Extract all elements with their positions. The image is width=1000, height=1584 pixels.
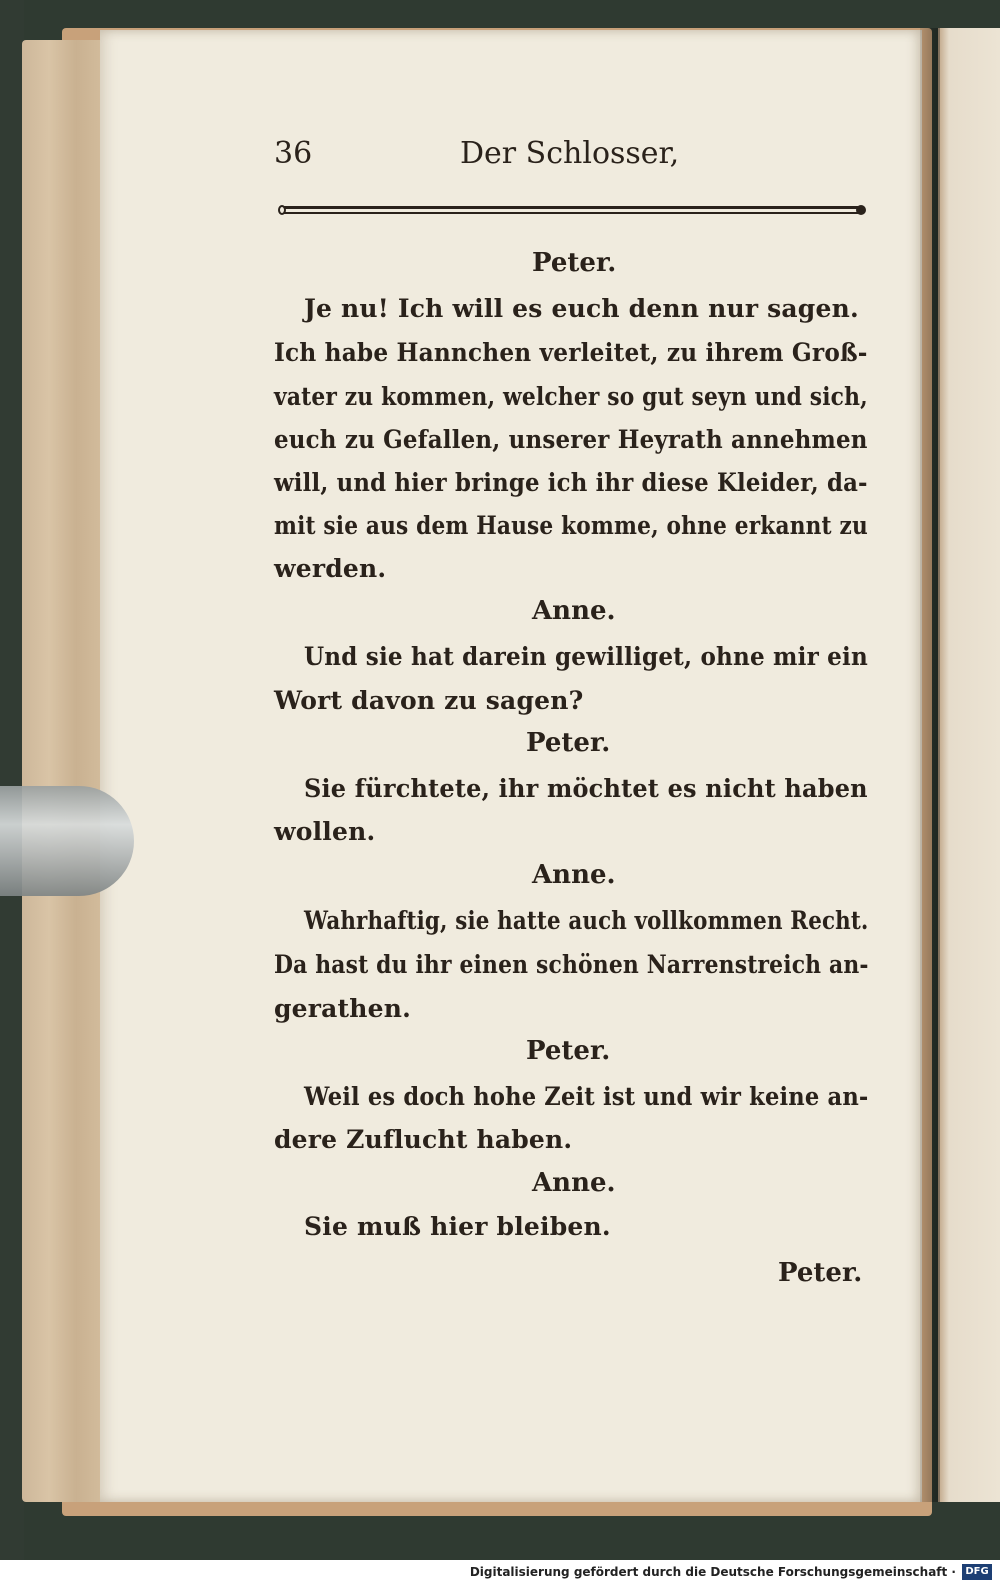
text-line: vater zu kommen, welcher so gut seyn und sich, (274, 382, 868, 411)
funding-credit: Digitalisierung gefördert durch die Deutsche Forschungsgemeinschaft · (469, 1565, 956, 1579)
text-line: mit sie aus dem Hause komme, ohne erkannt zu (274, 511, 868, 540)
page-number: 36 (274, 136, 313, 171)
text-line: dere Zuflucht haben. (274, 1125, 573, 1154)
text-line: wollen. (274, 817, 376, 846)
text-line: werden. (274, 554, 387, 583)
running-head: Der Schlosser, (460, 136, 680, 171)
catchword: Peter. (778, 1258, 863, 1288)
page-edges (22, 40, 112, 1502)
text-line: Weil es doch hohe Zeit ist und wir keine an- (304, 1082, 869, 1111)
speaker-name: Peter. (532, 248, 617, 278)
text-line: Ich habe Hannchen verleitet, zu ihrem Groß- (274, 338, 868, 367)
text-line: Je nu! Ich will es euch denn nur sagen. (304, 294, 859, 323)
text-line: Da hast du ihr einen schönen Narrenstreich an- (274, 950, 869, 979)
facing-page (938, 28, 1000, 1502)
speaker-name: Anne. (532, 1168, 616, 1198)
text-line: Und sie hat darein gewilliget, ohne mir ein (304, 642, 868, 671)
header-rule (278, 204, 866, 216)
text-line: Sie muß hier bleiben. (304, 1212, 611, 1241)
dark-background (0, 0, 24, 1560)
text-line: euch zu Gefallen, unserer Heyrath annehmen (274, 425, 868, 454)
text-line: Wahrhaftig, sie hatte auch vollkommen Recht. (304, 906, 869, 935)
text-line: Sie fürchtete, ihr möchtet es nicht haben (304, 774, 868, 803)
speaker-name: Anne. (532, 860, 616, 890)
speaker-name: Anne. (532, 596, 616, 626)
rule-end-left (278, 205, 286, 215)
text-line: will, und hier bringe ich ihr diese Kleider, da- (274, 468, 868, 497)
speaker-name: Peter. (526, 1036, 611, 1066)
text-line: Wort davon zu sagen? (274, 686, 584, 715)
speaker-name: Peter. (526, 728, 611, 758)
dfg-logo: DFG (962, 1564, 992, 1580)
page-clip (0, 786, 134, 896)
text-line: gerathen. (274, 994, 412, 1023)
rule-end-right (856, 205, 866, 215)
gutter-shadow (920, 28, 940, 1502)
